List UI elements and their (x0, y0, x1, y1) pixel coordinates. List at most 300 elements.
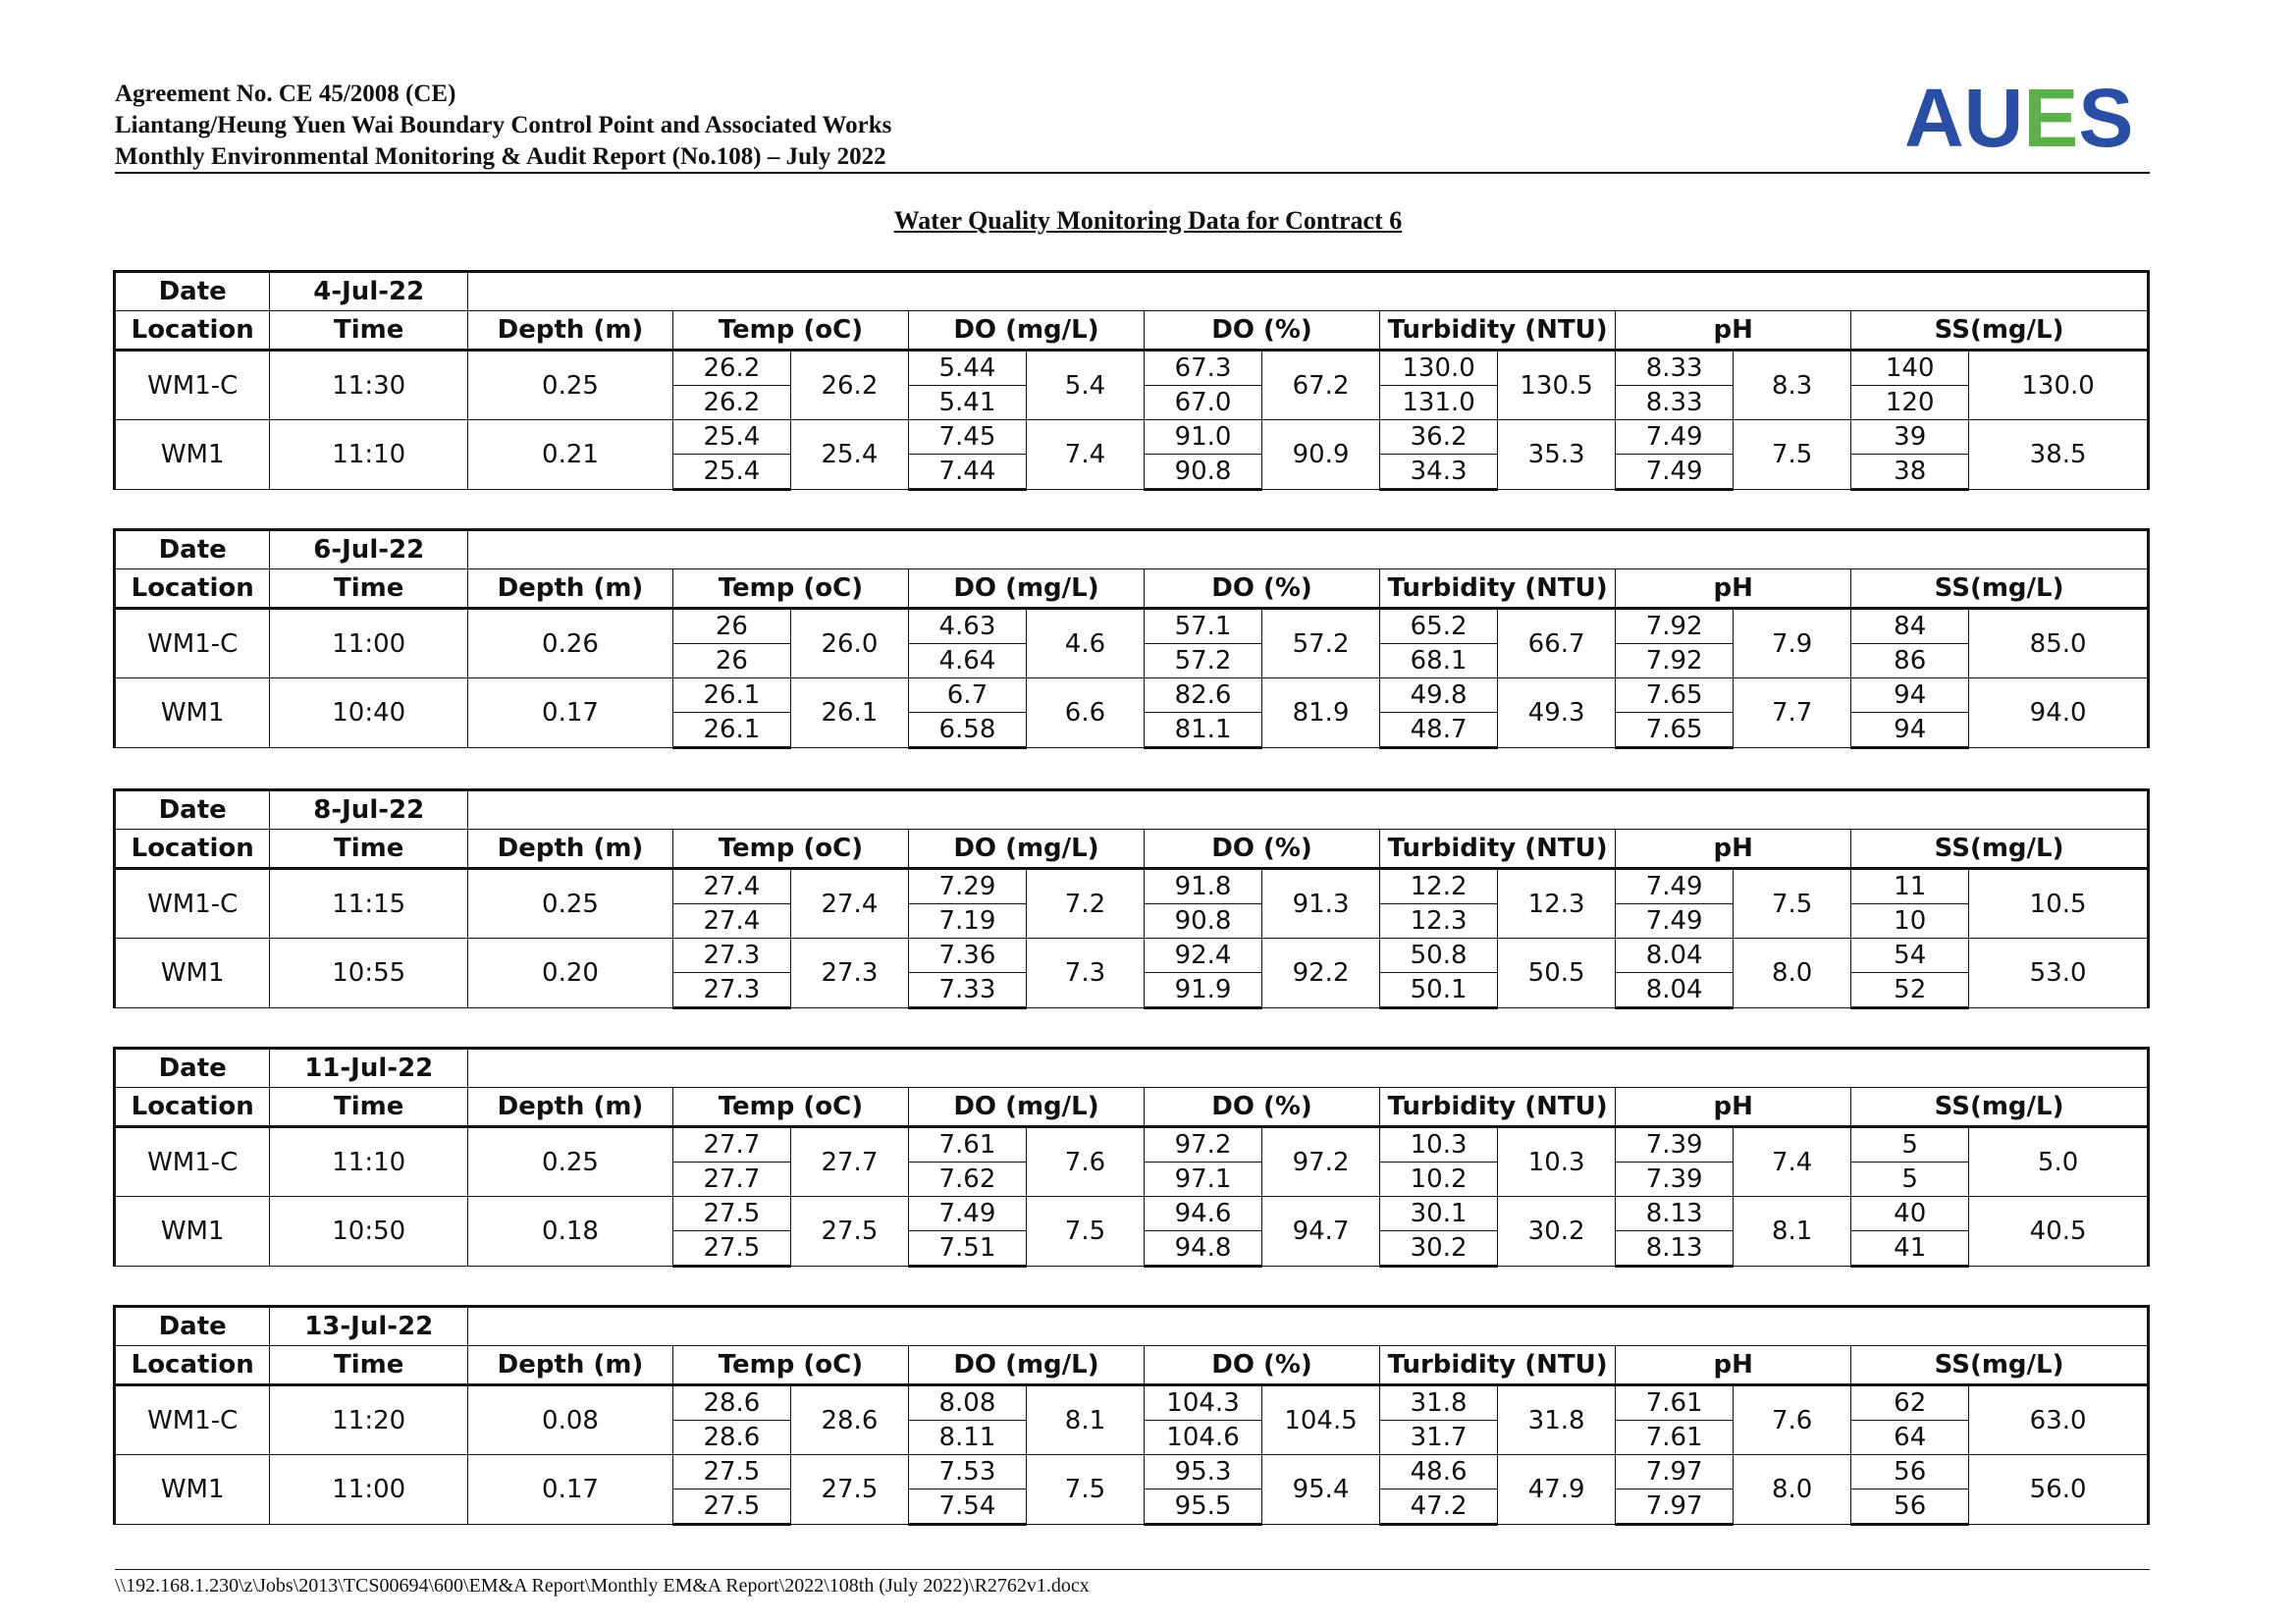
ph-reading-cell: 8.33 (1616, 351, 1734, 386)
turbidity-reading-cell: 10.3 (1380, 1127, 1498, 1163)
ph-average-cell: 7.6 (1734, 1385, 1851, 1455)
temp-header: Temp (oC) (672, 311, 908, 351)
do-mgl-average-cell: 7.6 (1026, 1127, 1144, 1197)
ss-reading-cell: 5 (1851, 1127, 1969, 1163)
depth-cell: 0.08 (468, 1385, 673, 1455)
temp-average-cell: 26.0 (790, 609, 908, 678)
do-pct-reading-cell: 97.2 (1145, 1127, 1262, 1163)
turbidity-reading-cell: 130.0 (1380, 351, 1498, 386)
temp-reading-cell: 25.4 (672, 455, 790, 490)
do-pct-reading-cell: 95.3 (1145, 1455, 1262, 1489)
time-header: Time (270, 311, 468, 351)
ph-header: pH (1616, 1088, 1851, 1127)
ss-reading-cell: 40 (1851, 1197, 1969, 1231)
depth-cell: 0.26 (468, 609, 673, 678)
date-row-blank (468, 1049, 2149, 1088)
do-pct-reading-cell: 91.8 (1145, 869, 1262, 904)
ss-average-cell: 63.0 (1969, 1385, 2149, 1455)
do-mgl-reading-cell: 7.19 (908, 904, 1026, 939)
location-header: Location (115, 830, 270, 869)
turbidity-reading-cell: 30.1 (1380, 1197, 1498, 1231)
do-pct-average-cell: 95.4 (1262, 1455, 1380, 1525)
do-mgl-reading-cell: 5.41 (908, 386, 1026, 420)
turbidity-reading-cell: 10.2 (1380, 1163, 1498, 1197)
do-mgl-average-cell: 7.4 (1026, 420, 1144, 490)
ph-header: pH (1616, 1346, 1851, 1385)
ph-reading-cell: 8.13 (1616, 1197, 1734, 1231)
ph-reading-cell: 8.33 (1616, 386, 1734, 420)
time-cell: 10:50 (270, 1197, 468, 1267)
location-cell: WM1-C (115, 1127, 270, 1197)
date-row (115, 1049, 2149, 1088)
ss-header: SS(mg/L) (1851, 1088, 2149, 1127)
do-pct-average-cell: 81.9 (1262, 678, 1380, 748)
do-pct-header: DO (%) (1145, 569, 1380, 609)
aues-logo (1904, 72, 2134, 164)
depth-header: Depth (m) (468, 1346, 673, 1385)
date-value: 11-Jul-22 (270, 1049, 468, 1088)
ph-header: pH (1616, 569, 1851, 609)
ss-reading-cell: 52 (1851, 973, 1969, 1008)
temp-reading-cell: 28.6 (672, 1385, 790, 1421)
table-row (115, 678, 2149, 713)
ss-header: SS(mg/L) (1851, 1346, 2149, 1385)
table-row (115, 939, 2149, 973)
file-path-footer: \\192.168.1.230\z\Jobs\2013\TCS00694\600\EM&A Report\Monthly EM&A Report\2022\108th (July 2022)\R2762v1.docx (115, 1575, 1090, 1597)
time-header: Time (270, 569, 468, 609)
ph-reading-cell: 7.92 (1616, 644, 1734, 678)
depth-header: Depth (m) (468, 311, 673, 351)
do-pct-reading-cell: 57.1 (1145, 609, 1262, 644)
ss-average-cell: 130.0 (1969, 351, 2149, 420)
ss-header: SS(mg/L) (1851, 830, 2149, 869)
ss-reading-cell: 39 (1851, 420, 1969, 455)
turbidity-reading-cell: 12.3 (1380, 904, 1498, 939)
do-pct-reading-cell: 104.3 (1145, 1385, 1262, 1421)
ss-reading-cell: 10 (1851, 904, 1969, 939)
temp-reading-cell: 27.5 (672, 1489, 790, 1525)
date-label: Date (115, 530, 270, 569)
water-quality-table (113, 1047, 2150, 1268)
temp-reading-cell: 26.2 (672, 386, 790, 420)
turbidity-reading-cell: 49.8 (1380, 678, 1498, 713)
do-pct-reading-cell: 67.3 (1145, 351, 1262, 386)
temp-reading-cell: 27.4 (672, 904, 790, 939)
do-pct-reading-cell: 90.8 (1145, 904, 1262, 939)
date-label: Date (115, 272, 270, 311)
temp-header: Temp (oC) (672, 830, 908, 869)
temp-average-cell: 27.7 (790, 1127, 908, 1197)
column-header-row (115, 311, 2149, 351)
time-cell: 10:40 (270, 678, 468, 748)
project-name: Liantang/Heung Yuen Wai Boundary Control Point and Associated Works (115, 112, 892, 138)
depth-cell: 0.25 (468, 1127, 673, 1197)
turbidity-average-cell: 31.8 (1498, 1385, 1616, 1455)
do-mgl-average-cell: 4.6 (1026, 609, 1144, 678)
turbidity-reading-cell: 31.8 (1380, 1385, 1498, 1421)
turbidity-reading-cell: 30.2 (1380, 1231, 1498, 1267)
ss-reading-cell: 84 (1851, 609, 1969, 644)
depth-header: Depth (m) (468, 569, 673, 609)
do-pct-average-cell: 97.2 (1262, 1127, 1380, 1197)
time-cell: 11:15 (270, 869, 468, 939)
time-header: Time (270, 830, 468, 869)
do-pct-header: DO (%) (1145, 830, 1380, 869)
ss-average-cell: 38.5 (1969, 420, 2149, 490)
do-pct-reading-cell: 81.1 (1145, 713, 1262, 748)
ph-average-cell: 7.7 (1734, 678, 1851, 748)
location-header: Location (115, 569, 270, 609)
do-pct-average-cell: 67.2 (1262, 351, 1380, 420)
location-cell: WM1-C (115, 351, 270, 420)
temp-reading-cell: 27.5 (672, 1231, 790, 1267)
ss-reading-cell: 64 (1851, 1421, 1969, 1455)
table-row (115, 609, 2149, 644)
do-pct-reading-cell: 91.0 (1145, 420, 1262, 455)
temp-average-cell: 26.2 (790, 351, 908, 420)
ss-reading-cell: 86 (1851, 644, 1969, 678)
ss-reading-cell: 62 (1851, 1385, 1969, 1421)
turbidity-reading-cell: 31.7 (1380, 1421, 1498, 1455)
ph-average-cell: 7.5 (1734, 869, 1851, 939)
location-cell: WM1 (115, 939, 270, 1008)
temp-reading-cell: 26.1 (672, 678, 790, 713)
table-row (115, 351, 2149, 386)
do-mgl-average-cell: 5.4 (1026, 351, 1144, 420)
do-pct-reading-cell: 97.1 (1145, 1163, 1262, 1197)
depth-cell: 0.20 (468, 939, 673, 1008)
logo-text-au: AU (1904, 72, 2024, 164)
date-row (115, 272, 2149, 311)
do-mgl-reading-cell: 7.44 (908, 455, 1026, 490)
ph-average-cell: 7.9 (1734, 609, 1851, 678)
table-row (115, 1385, 2149, 1421)
depth-header: Depth (m) (468, 830, 673, 869)
temp-reading-cell: 26.2 (672, 351, 790, 386)
ph-reading-cell: 8.13 (1616, 1231, 1734, 1267)
turbidity-reading-cell: 68.1 (1380, 644, 1498, 678)
depth-cell: 0.18 (468, 1197, 673, 1267)
do-mgl-reading-cell: 7.54 (908, 1489, 1026, 1525)
temp-average-cell: 27.5 (790, 1455, 908, 1525)
ph-reading-cell: 7.49 (1616, 869, 1734, 904)
ph-reading-cell: 7.97 (1616, 1455, 1734, 1489)
date-row (115, 1307, 2149, 1346)
do-mgl-reading-cell: 7.45 (908, 420, 1026, 455)
ph-average-cell: 7.5 (1734, 420, 1851, 490)
turbidity-reading-cell: 65.2 (1380, 609, 1498, 644)
do-mgl-reading-cell: 7.33 (908, 973, 1026, 1008)
turbidity-reading-cell: 48.6 (1380, 1455, 1498, 1489)
ss-reading-cell: 140 (1851, 351, 1969, 386)
do-pct-header: DO (%) (1145, 311, 1380, 351)
location-cell: WM1 (115, 420, 270, 490)
report-header (115, 79, 2147, 173)
ph-average-cell: 8.0 (1734, 939, 1851, 1008)
date-row-blank (468, 530, 2149, 569)
ph-reading-cell: 7.49 (1616, 904, 1734, 939)
turbidity-average-cell: 130.5 (1498, 351, 1616, 420)
do-pct-reading-cell: 104.6 (1145, 1421, 1262, 1455)
date-label: Date (115, 790, 270, 830)
temp-reading-cell: 27.7 (672, 1127, 790, 1163)
ph-header: pH (1616, 311, 1851, 351)
turbidity-reading-cell: 36.2 (1380, 420, 1498, 455)
turbidity-reading-cell: 48.7 (1380, 713, 1498, 748)
do-pct-average-cell: 92.2 (1262, 939, 1380, 1008)
ph-reading-cell: 7.92 (1616, 609, 1734, 644)
ss-reading-cell: 56 (1851, 1455, 1969, 1489)
do-mgl-average-cell: 8.1 (1026, 1385, 1144, 1455)
time-cell: 10:55 (270, 939, 468, 1008)
ph-average-cell: 8.3 (1734, 351, 1851, 420)
do-mgl-reading-cell: 8.08 (908, 1385, 1026, 1421)
turbidity-reading-cell: 47.2 (1380, 1489, 1498, 1525)
water-quality-table (113, 1305, 2150, 1526)
temp-reading-cell: 27.4 (672, 869, 790, 904)
temp-reading-cell: 26 (672, 609, 790, 644)
location-header: Location (115, 1088, 270, 1127)
time-cell: 11:10 (270, 1127, 468, 1197)
temp-header: Temp (oC) (672, 1088, 908, 1127)
ss-average-cell: 85.0 (1969, 609, 2149, 678)
do-mgl-average-cell: 7.5 (1026, 1455, 1144, 1525)
ss-reading-cell: 120 (1851, 386, 1969, 420)
ss-average-cell: 5.0 (1969, 1127, 2149, 1197)
depth-header: Depth (m) (468, 1088, 673, 1127)
ph-reading-cell: 8.04 (1616, 939, 1734, 973)
do-mgl-header: DO (mg/L) (908, 569, 1144, 609)
ph-header: pH (1616, 830, 1851, 869)
turbidity-average-cell: 49.3 (1498, 678, 1616, 748)
do-pct-reading-cell: 91.9 (1145, 973, 1262, 1008)
table-row (115, 1455, 2149, 1489)
ss-reading-cell: 56 (1851, 1489, 1969, 1525)
agreement-number: Agreement No. CE 45/2008 (CE) (115, 81, 456, 107)
turbidity-reading-cell: 50.1 (1380, 973, 1498, 1008)
do-mgl-average-cell: 7.2 (1026, 869, 1144, 939)
date-label: Date (115, 1307, 270, 1346)
do-mgl-header: DO (mg/L) (908, 311, 1144, 351)
do-mgl-reading-cell: 4.64 (908, 644, 1026, 678)
do-pct-reading-cell: 94.6 (1145, 1197, 1262, 1231)
do-mgl-average-cell: 7.3 (1026, 939, 1144, 1008)
do-pct-reading-cell: 57.2 (1145, 644, 1262, 678)
table-row (115, 1197, 2149, 1231)
ss-reading-cell: 54 (1851, 939, 1969, 973)
do-mgl-reading-cell: 7.29 (908, 869, 1026, 904)
temp-reading-cell: 26.1 (672, 713, 790, 748)
do-pct-reading-cell: 92.4 (1145, 939, 1262, 973)
ph-reading-cell: 7.49 (1616, 420, 1734, 455)
time-header: Time (270, 1088, 468, 1127)
ph-average-cell: 7.4 (1734, 1127, 1851, 1197)
date-value: 6-Jul-22 (270, 530, 468, 569)
do-pct-header: DO (%) (1145, 1088, 1380, 1127)
ph-average-cell: 8.0 (1734, 1455, 1851, 1525)
turbidity-reading-cell: 50.8 (1380, 939, 1498, 973)
column-header-row (115, 830, 2149, 869)
do-mgl-reading-cell: 6.7 (908, 678, 1026, 713)
ss-reading-cell: 94 (1851, 713, 1969, 748)
turbidity-header: Turbidity (NTU) (1380, 1346, 1616, 1385)
ss-reading-cell: 94 (1851, 678, 1969, 713)
do-mgl-header: DO (mg/L) (908, 1346, 1144, 1385)
date-value: 13-Jul-22 (270, 1307, 468, 1346)
temp-average-cell: 25.4 (790, 420, 908, 490)
do-pct-header: DO (%) (1145, 1346, 1380, 1385)
location-header: Location (115, 311, 270, 351)
depth-cell: 0.25 (468, 351, 673, 420)
time-cell: 11:00 (270, 609, 468, 678)
turbidity-reading-cell: 34.3 (1380, 455, 1498, 490)
do-pct-reading-cell: 94.8 (1145, 1231, 1262, 1267)
temp-reading-cell: 27.3 (672, 973, 790, 1008)
do-mgl-reading-cell: 7.51 (908, 1231, 1026, 1267)
date-value: 8-Jul-22 (270, 790, 468, 830)
location-cell: WM1-C (115, 1385, 270, 1455)
do-mgl-header: DO (mg/L) (908, 1088, 1144, 1127)
ss-reading-cell: 41 (1851, 1231, 1969, 1267)
ph-reading-cell: 7.65 (1616, 713, 1734, 748)
report-name: Monthly Environmental Monitoring & Audit Report (No.108) – July 2022 (115, 143, 886, 170)
ph-reading-cell: 7.49 (1616, 455, 1734, 490)
location-cell: WM1-C (115, 869, 270, 939)
temp-reading-cell: 27.5 (672, 1197, 790, 1231)
header-rule (115, 172, 2150, 174)
temp-reading-cell: 25.4 (672, 420, 790, 455)
temp-reading-cell: 28.6 (672, 1421, 790, 1455)
turbidity-header: Turbidity (NTU) (1380, 311, 1616, 351)
date-value: 4-Jul-22 (270, 272, 468, 311)
column-header-row (115, 1346, 2149, 1385)
turbidity-average-cell: 30.2 (1498, 1197, 1616, 1267)
do-pct-average-cell: 57.2 (1262, 609, 1380, 678)
time-cell: 11:10 (270, 420, 468, 490)
turbidity-average-cell: 66.7 (1498, 609, 1616, 678)
do-mgl-header: DO (mg/L) (908, 830, 1144, 869)
ph-average-cell: 8.1 (1734, 1197, 1851, 1267)
ss-reading-cell: 11 (1851, 869, 1969, 904)
column-header-row (115, 1088, 2149, 1127)
ss-average-cell: 94.0 (1969, 678, 2149, 748)
turbidity-average-cell: 47.9 (1498, 1455, 1616, 1525)
date-label: Date (115, 1049, 270, 1088)
do-mgl-reading-cell: 7.62 (908, 1163, 1026, 1197)
time-cell: 11:00 (270, 1455, 468, 1525)
do-pct-reading-cell: 95.5 (1145, 1489, 1262, 1525)
table-row (115, 1127, 2149, 1163)
temp-average-cell: 27.3 (790, 939, 908, 1008)
date-row-blank (468, 790, 2149, 830)
depth-cell: 0.21 (468, 420, 673, 490)
do-pct-reading-cell: 82.6 (1145, 678, 1262, 713)
turbidity-average-cell: 50.5 (1498, 939, 1616, 1008)
do-pct-average-cell: 94.7 (1262, 1197, 1380, 1267)
temp-reading-cell: 27.7 (672, 1163, 790, 1197)
water-quality-table (113, 788, 2150, 1009)
do-mgl-reading-cell: 7.61 (908, 1127, 1026, 1163)
location-cell: WM1 (115, 678, 270, 748)
time-cell: 11:20 (270, 1385, 468, 1455)
depth-cell: 0.25 (468, 869, 673, 939)
ss-average-cell: 53.0 (1969, 939, 2149, 1008)
temp-average-cell: 26.1 (790, 678, 908, 748)
temp-header: Temp (oC) (672, 569, 908, 609)
turbidity-header: Turbidity (NTU) (1380, 1088, 1616, 1127)
ph-reading-cell: 7.39 (1616, 1163, 1734, 1197)
do-mgl-average-cell: 7.5 (1026, 1197, 1144, 1267)
water-quality-table (113, 528, 2150, 749)
date-row-blank (468, 1307, 2149, 1346)
do-mgl-reading-cell: 5.44 (908, 351, 1026, 386)
turbidity-average-cell: 12.3 (1498, 869, 1616, 939)
logo-text-s: S (2078, 72, 2134, 164)
temp-average-cell: 28.6 (790, 1385, 908, 1455)
location-cell: WM1 (115, 1455, 270, 1525)
ph-reading-cell: 7.61 (1616, 1385, 1734, 1421)
turbidity-average-cell: 35.3 (1498, 420, 1616, 490)
table-row (115, 420, 2149, 455)
ss-average-cell: 40.5 (1969, 1197, 2149, 1267)
do-pct-average-cell: 91.3 (1262, 869, 1380, 939)
do-pct-average-cell: 104.5 (1262, 1385, 1380, 1455)
location-header: Location (115, 1346, 270, 1385)
ph-reading-cell: 7.97 (1616, 1489, 1734, 1525)
time-cell: 11:30 (270, 351, 468, 420)
location-cell: WM1-C (115, 609, 270, 678)
water-quality-table (113, 270, 2150, 491)
ss-header: SS(mg/L) (1851, 569, 2149, 609)
logo-text-e: E (2023, 72, 2079, 164)
ss-reading-cell: 38 (1851, 455, 1969, 490)
ss-average-cell: 56.0 (1969, 1455, 2149, 1525)
do-pct-reading-cell: 67.0 (1145, 386, 1262, 420)
do-mgl-reading-cell: 7.36 (908, 939, 1026, 973)
footer-rule (115, 1569, 2150, 1570)
do-mgl-average-cell: 6.6 (1026, 678, 1144, 748)
column-header-row (115, 569, 2149, 609)
temp-reading-cell: 27.5 (672, 1455, 790, 1489)
ph-reading-cell: 7.65 (1616, 678, 1734, 713)
do-mgl-reading-cell: 7.49 (908, 1197, 1026, 1231)
date-row (115, 530, 2149, 569)
time-header: Time (270, 1346, 468, 1385)
table-row (115, 869, 2149, 904)
do-pct-average-cell: 90.9 (1262, 420, 1380, 490)
ss-average-cell: 10.5 (1969, 869, 2149, 939)
ss-reading-cell: 5 (1851, 1163, 1969, 1197)
turbidity-header: Turbidity (NTU) (1380, 830, 1616, 869)
location-cell: WM1 (115, 1197, 270, 1267)
turbidity-reading-cell: 12.2 (1380, 869, 1498, 904)
page-title: Water Quality Monitoring Data for Contract 6 (893, 206, 1403, 235)
depth-cell: 0.17 (468, 1455, 673, 1525)
do-mgl-reading-cell: 6.58 (908, 713, 1026, 748)
temp-average-cell: 27.4 (790, 869, 908, 939)
date-row (115, 790, 2149, 830)
ph-reading-cell: 8.04 (1616, 973, 1734, 1008)
ss-header: SS(mg/L) (1851, 311, 2149, 351)
temp-reading-cell: 26 (672, 644, 790, 678)
date-row-blank (468, 272, 2149, 311)
ph-reading-cell: 7.39 (1616, 1127, 1734, 1163)
temp-average-cell: 27.5 (790, 1197, 908, 1267)
do-pct-reading-cell: 90.8 (1145, 455, 1262, 490)
turbidity-average-cell: 10.3 (1498, 1127, 1616, 1197)
temp-header: Temp (oC) (672, 1346, 908, 1385)
do-mgl-reading-cell: 8.11 (908, 1421, 1026, 1455)
